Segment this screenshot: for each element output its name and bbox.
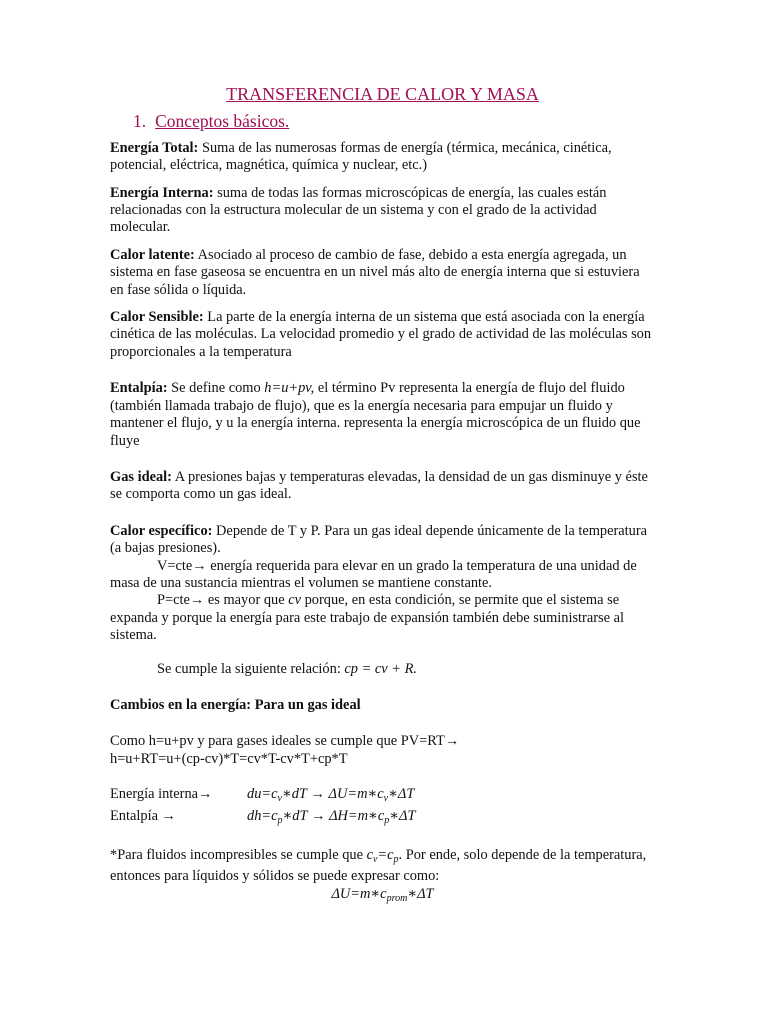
- document-title: TRANSFERENCIA DE CALOR Y MASA: [226, 84, 539, 104]
- note-pre: *Para fluidos incompresibles se cumple que: [110, 847, 367, 863]
- p-cte-post: porque, en esta condición, se permite que el sistema se expanda y porque la energía para este trabajo de expansión también debe suministrarse al sistema.: [110, 592, 625, 644]
- definition-calor-sensible: [110, 309, 655, 361]
- formula-sub: v: [372, 854, 378, 865]
- formula-sub: prom: [386, 892, 408, 904]
- definition-entalpia: [110, 380, 655, 450]
- formula-part: ΔU=m∗c: [328, 786, 384, 803]
- section-label: Conceptos básicos.: [155, 111, 290, 132]
- formula-sub: p: [384, 814, 390, 826]
- cambios-heading-text: Cambios en la energía: Para un gas ideal: [110, 696, 361, 713]
- section-heading: [133, 113, 655, 130]
- arrow-right-icon: →: [192, 557, 207, 574]
- cambios-line-2: h=u+RT=u+(cp-cv)*T=cv*T-cv*T+cp*T: [110, 750, 348, 767]
- definition-text: suma de todas las formas microscópicas de energía, las cuales están relacionadas con la estructura molecular de un sistema y con el grado de la actividad molecular.: [110, 184, 607, 236]
- formula-sub: v: [277, 793, 282, 805]
- cambios-heading: [110, 697, 655, 714]
- relation-formula: cp = cv + R.: [344, 660, 417, 677]
- entalpia-post: el término Pv representa la energía de flujo del fluido (también llamada trabajo de flujo), que es la energía necesaria para empujar un fluido y mantener el flujo, y u la energía interna. representa la energía microscópica de un fluido que fluye: [110, 380, 641, 449]
- formula-sub: p: [277, 814, 283, 826]
- arrow-right-icon: →: [311, 807, 326, 824]
- definition-term: Gas ideal:: [110, 468, 172, 485]
- cambios-derivation: [110, 733, 655, 768]
- definition-text: Suma de las numerosas formas de energía (térmica, mecánica, cinética, potencial, eléctrica, magnética, química y nuclear, etc.): [110, 139, 612, 174]
- definition-term: Energía Total:: [110, 139, 199, 156]
- v-cte-text: energía requerida para elevar en un grado la temperatura de una unidad de masa de una sustancia mientras el volumen se mantiene constante.: [110, 557, 637, 591]
- p-cte-pre: es mayor que: [204, 592, 289, 609]
- v-cte-lead: V=cte: [157, 557, 193, 574]
- cambios-line-1: Como h=u+pv y para gases ideales se cumple que PV=RT→: [110, 733, 460, 750]
- definition-energia-total: [110, 140, 655, 175]
- formula-part: ΔH=m∗c: [329, 807, 385, 824]
- definition-text: A presiones bajas y temperaturas elevadas, la densidad de un gas disminuye y éste se comporta como un gas ideal.: [110, 468, 648, 503]
- formula-part: ∗dT: [281, 786, 307, 803]
- formula-part: ∗dT: [282, 807, 308, 824]
- formula-part: ∗ΔT: [388, 786, 415, 803]
- definition-energia-interna: [110, 185, 655, 237]
- definition-term: Energía Interna:: [110, 184, 214, 201]
- final-formula: [110, 886, 655, 907]
- arrow-right-icon: →: [310, 786, 325, 803]
- energia-interna-label: Energía interna→: [110, 786, 213, 803]
- document-page: [110, 86, 655, 907]
- p-cte-cv: cv: [288, 592, 301, 609]
- definition-text: Depende de T y P. Para un gas ideal depende únicamente de la temperatura (a bajas presiones).: [110, 522, 648, 557]
- energy-formulas: [110, 786, 655, 829]
- formula-part: ∗ΔT: [389, 807, 416, 824]
- formula-part: =c: [377, 847, 394, 863]
- definition-term: Calor Sensible:: [110, 309, 204, 326]
- definition-calor-especifico: [110, 523, 655, 645]
- definition-term: Calor específico:: [110, 522, 213, 539]
- formula-part: c: [366, 847, 373, 863]
- formula-part: ΔU=m∗c: [331, 885, 387, 902]
- entalpia-formula-row: [247, 808, 655, 829]
- formula-part: ∗ΔT: [407, 885, 434, 902]
- relation-line: [110, 661, 655, 678]
- entalpia-formula: h=u+pv,: [264, 380, 315, 397]
- formula-sub: p: [393, 854, 399, 865]
- formula-part: dh=c: [247, 807, 278, 824]
- entalpia-label: Entalpía →: [110, 807, 176, 824]
- note-post: . Por ende, solo depende de la temperatura, entonces para líquidos y sólidos se puede expresar como:: [110, 847, 647, 885]
- definition-term: Entalpía:: [110, 380, 168, 397]
- definition-term: Calor latente:: [110, 246, 195, 263]
- formula-part: du=c: [247, 786, 278, 803]
- definition-gas-ideal: [110, 469, 655, 504]
- energia-interna-formula: [247, 786, 655, 807]
- definition-calor-latente: [110, 247, 655, 299]
- arrow-right-icon: →: [189, 592, 205, 609]
- formula-sub: v: [383, 793, 389, 805]
- definition-text: La parte de la energía interna de un sistema que está asociada con la energía cinética de las moléculas. La velocidad promedio y el grado de actividad de las moléculas son proporcionales a la temperatura: [110, 309, 652, 360]
- section-number: 1.: [133, 111, 147, 132]
- incompressible-note: [110, 847, 655, 886]
- relation-pre: Se cumple la siguiente relación:: [157, 660, 345, 677]
- entalpia-pre: Se define como: [167, 380, 265, 397]
- p-cte-lead: P=cte: [157, 592, 190, 609]
- definition-text: Asociado al proceso de cambio de fase, debido a esta energía agregada, un sistema en fase gaseosa se encuentra en un nivel más alto de energía interna que si estuviera en fase sólida o líquida.: [110, 246, 640, 298]
